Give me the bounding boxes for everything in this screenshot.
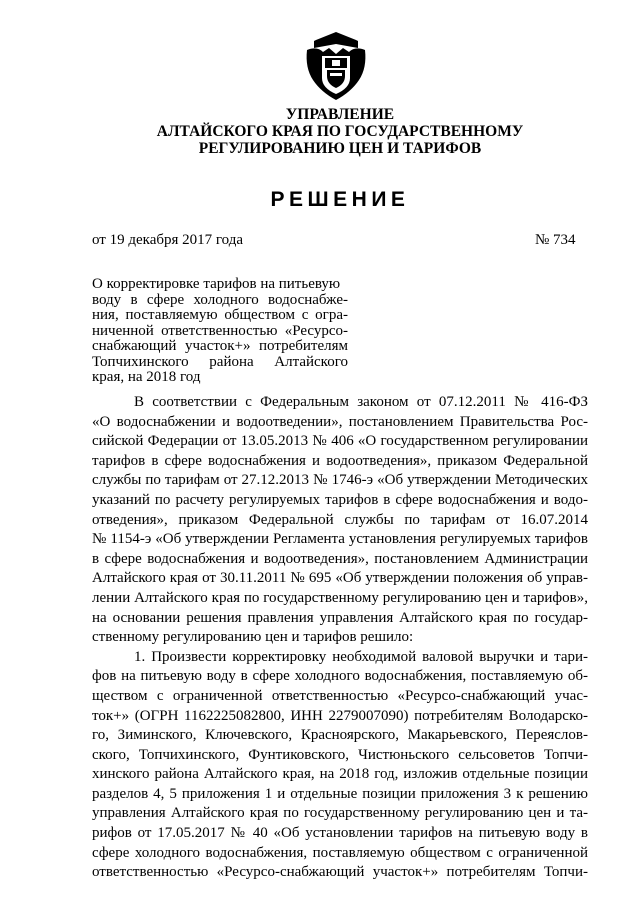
- subject-line: О корректировке тарифов на питьевую: [92, 276, 341, 292]
- body-line: в сфере водоснабжения и водоотведения», постановлением Администрации: [92, 550, 588, 567]
- body-line: хинского района Алтайского края, на 2018 год, изложив отдельные позиции: [92, 766, 588, 783]
- body-line: ского, Топчихинского, Фунтиковского, Чистюньского сельсоветов Топчи-: [92, 746, 588, 763]
- subject-line: ниченной ответственностью «Ресурсо-: [92, 322, 348, 339]
- document-date: от 19 декабря 2017 года: [92, 232, 244, 248]
- body-line: ток+» (ОГРН 1162225082800, ИНН 2279007090) потребителям Володарско-: [92, 707, 588, 724]
- body-line: фов на питьевую воду в сфере холодного водоснабжения, поставляемую об-: [92, 668, 588, 685]
- body-line: службы по тарифам от 27.12.2013 № 1746-э «Об утверждении Методических: [92, 472, 588, 489]
- document-number: № 734: [535, 232, 576, 248]
- body-line: управления Алтайского края по государственному регулированию цен и та-: [92, 805, 588, 822]
- body-line: го, Зиминского, Ключевского, Красноярского, Макарьевского, Переяслов-: [92, 727, 588, 744]
- body-line: 1. Произвести корректировку необходимой валовой выручки и тари-: [134, 648, 588, 665]
- issuing-authority: [90, 106, 590, 157]
- document-subject: [92, 277, 348, 386]
- authority-line: УПРАВЛЕНИЕ: [285, 106, 395, 123]
- body-line: сийской Федерации от 13.05.2013 № 406 «О государственном регулировании: [92, 433, 588, 450]
- body-line: ществом с ограниченной ответственностью «Ресурсо-снабжающий учас-: [92, 687, 588, 704]
- body-line: указаний по расчету регулируемых тарифов в сфере водоснабжения и водо-: [92, 491, 588, 508]
- authority-line: РЕГУЛИРОВАНИЮ ЦЕН И ТАРИФОВ: [198, 140, 482, 157]
- authority-line: АЛТАЙСКОГО КРАЯ ПО ГОСУДАРСТВЕННОМУ: [156, 123, 524, 140]
- subject-line: снабжающий участок+» потребителям: [92, 338, 348, 354]
- body-line: на основании решения правления управления Алтайского края по государ-: [92, 609, 588, 626]
- document-type-title: РЕШЕНИЕ: [270, 188, 410, 211]
- body-line: № 1154-э «Об утверждении Регламента установления регулируемых тарифов: [92, 531, 588, 548]
- body-line: Алтайского края от 30.11.2011 № 695 «Об утверждении положения об управ-: [92, 570, 588, 587]
- body-line: ответственностью «Ресурсо-снабжающий участок+» потребителям Топчи-: [92, 864, 588, 881]
- body-line: лении Алтайского края по государственному регулированию цен и тарифов»,: [92, 589, 588, 606]
- document-body: [92, 393, 588, 883]
- body-line: тарифов в сфере водоснабжения и водоотведения», приказом Федеральной: [92, 452, 588, 469]
- body-line: разделов 4, 5 приложения 1 и отдельные позиции приложения 3 к решению: [92, 785, 588, 802]
- body-line: ственному регулированию цен и тарифов решило:: [92, 629, 414, 646]
- body-line: «О водоснабжении и водоотведении», постановлением Правительства Рос-: [92, 413, 588, 430]
- body-line: В соответствии с Федеральным законом от 07.12.2011 № 416-ФЗ: [134, 394, 588, 410]
- subject-line: Топчихинского района Алтайского: [92, 353, 348, 370]
- subject-line: ния, поставляемую обществом с огра-: [92, 307, 348, 323]
- subject-line: воду в сфере холодного водоснабже-: [92, 291, 348, 308]
- body-line: рифов от 17.05.2017 № 40 «Об установлении тарифов на питьевую воду в: [92, 825, 588, 842]
- body-line: отведения», приказом Федеральной службы по тарифам от 16.07.2014: [92, 511, 588, 528]
- body-line: сфере холодного водоснабжения, поставляемую обществом с ограниченной: [92, 844, 588, 861]
- altai-krai-coat-of-arms-icon: [303, 28, 369, 104]
- subject-line: края, на 2018 год: [92, 369, 201, 385]
